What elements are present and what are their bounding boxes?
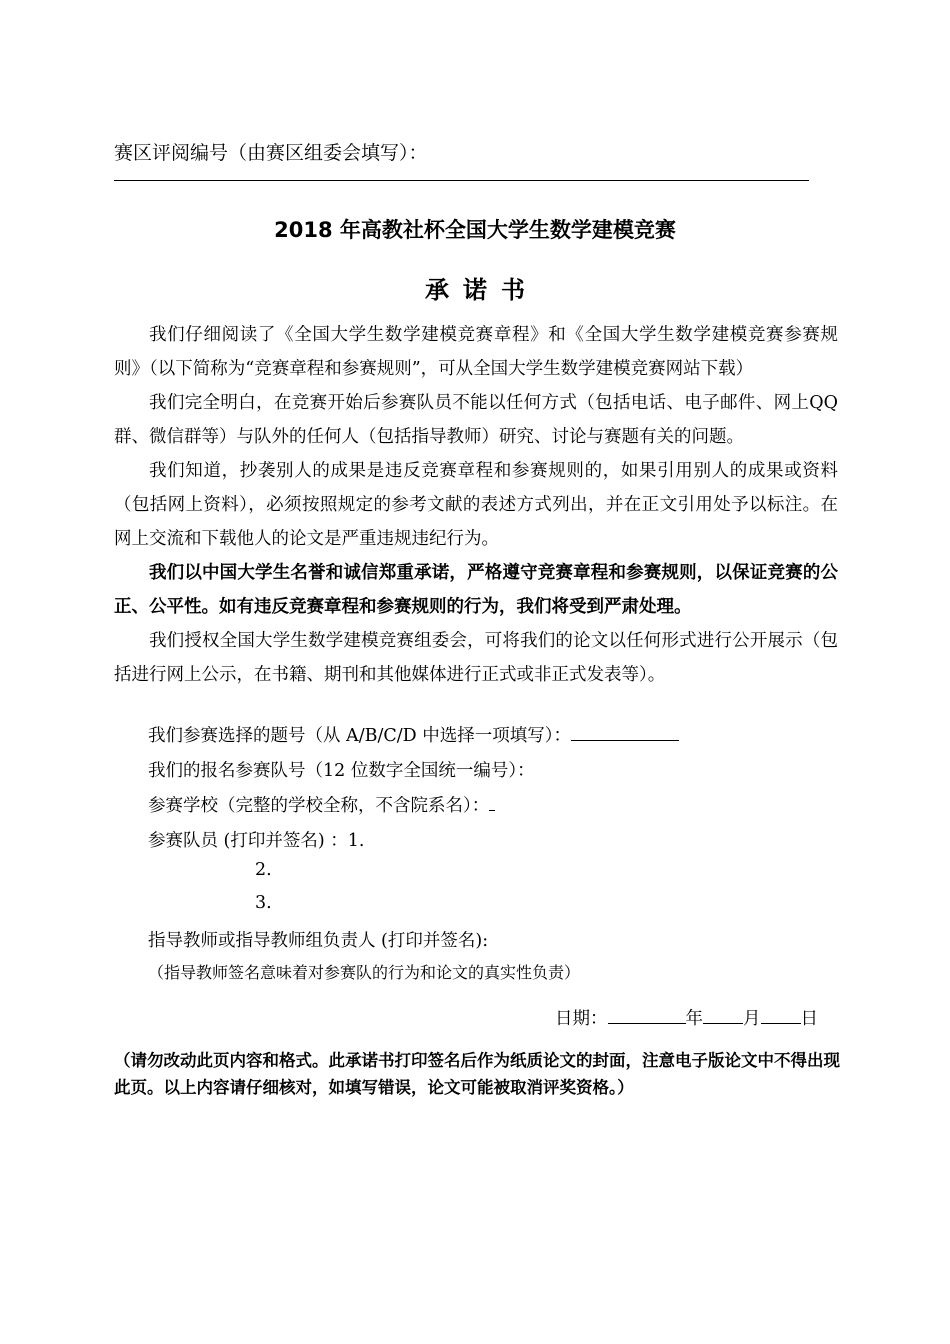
team-number-label: 我们的报名参赛队号（12 位数字全国统一编号）： bbox=[148, 761, 535, 781]
date-day-input[interactable] bbox=[761, 1022, 801, 1024]
date-day-unit: 日 bbox=[800, 1009, 818, 1029]
problem-number-label: 我们参赛选择的题号（从 A/B/C/D 中选择一项填写）： bbox=[148, 726, 571, 746]
commitment-body bbox=[114, 318, 838, 692]
member-3-slot[interactable]: 3. bbox=[255, 893, 272, 913]
date-month-unit: 月 bbox=[743, 1009, 761, 1029]
date-month-input[interactable] bbox=[703, 1022, 743, 1024]
footer-note: （请勿改动此页内容和格式。此承诺书打印签名后作为纸质论文的封面，注意电子版论文中不得出现此页。以上内容请仔细核对，如填写错误，论文可能被取消评奖资格。） bbox=[114, 1051, 840, 1097]
date-year-unit: 年 bbox=[685, 1009, 703, 1029]
document-subtitle: 承诺书 bbox=[425, 275, 539, 304]
advisor-signature-note: （指导教师签名意味着对参赛队的行为和论文的真实性负责） bbox=[148, 963, 581, 982]
paragraph-no-plagiarism: 我们知道，抄袭别人的成果是违反竞赛章程和参赛规则的，如果引用别人的成果或资料（包括网上资料），必须按照规定的参考文献的表述方式列出，并在正文引用处予以标注。在网上交流和下载他人的论文是严重违规违纪行为。 bbox=[114, 461, 838, 549]
school-field bbox=[148, 792, 495, 817]
paragraph-publication-authorization: 我们授权全国大学生数学建模竞赛组委会，可将我们的论文以任何形式进行公开展示（包括进行网上公示，在书籍、期刊和其他媒体进行正式或非正式发表等）。 bbox=[114, 631, 838, 685]
school-input[interactable] bbox=[489, 809, 495, 811]
problem-number-input[interactable] bbox=[571, 739, 679, 741]
document-title: 2018 年高教社杯全国大学生数学建模竞赛 bbox=[274, 218, 676, 242]
date-label: 日期： bbox=[555, 1009, 608, 1029]
paragraph-honor-pledge: 我们以中国大学生名誉和诚信郑重承诺，严格遵守竞赛章程和参赛规则，以保证竞赛的公正、公平性。如有违反竞赛章程和参赛规则的行为，我们将受到严肃处理。 bbox=[114, 563, 838, 617]
paragraph-rules-read: 我们仔细阅读了《全国大学生数学建模竞赛章程》和《全国大学生数学建模竞赛参赛规则》（以下简称为“竞赛章程和参赛规则”，可从全国大学生数学建模竞赛网站下载） bbox=[114, 325, 838, 379]
problem-number-field bbox=[148, 722, 679, 747]
date-field bbox=[555, 1005, 818, 1030]
advisor-field bbox=[148, 927, 488, 952]
review-number-label: 赛区评阅编号（由赛区组委会填写）： bbox=[114, 142, 428, 164]
advisor-label: 指导教师或指导教师组负责人 (打印并签名): bbox=[148, 931, 489, 951]
date-year-input[interactable] bbox=[608, 1022, 686, 1024]
member-2-slot[interactable]: 2. bbox=[255, 860, 272, 880]
team-number-field bbox=[148, 757, 535, 782]
member-1-slot[interactable]: 1. bbox=[347, 831, 365, 851]
paragraph-no-outside-contact: 我们完全明白，在竞赛开始后参赛队员不能以任何方式（包括电话、电子邮件、网上QQ 群、微信群等）与队外的任何人（包括指导教师）研究、讨论与赛题有关的问题。 bbox=[114, 393, 838, 447]
header-divider bbox=[114, 180, 809, 181]
school-label: 参赛学校（完整的学校全称，不含院系名）： bbox=[148, 796, 490, 816]
team-members-label: 参赛队员 (打印并签名) ： bbox=[148, 831, 348, 851]
team-members-field bbox=[148, 827, 364, 852]
